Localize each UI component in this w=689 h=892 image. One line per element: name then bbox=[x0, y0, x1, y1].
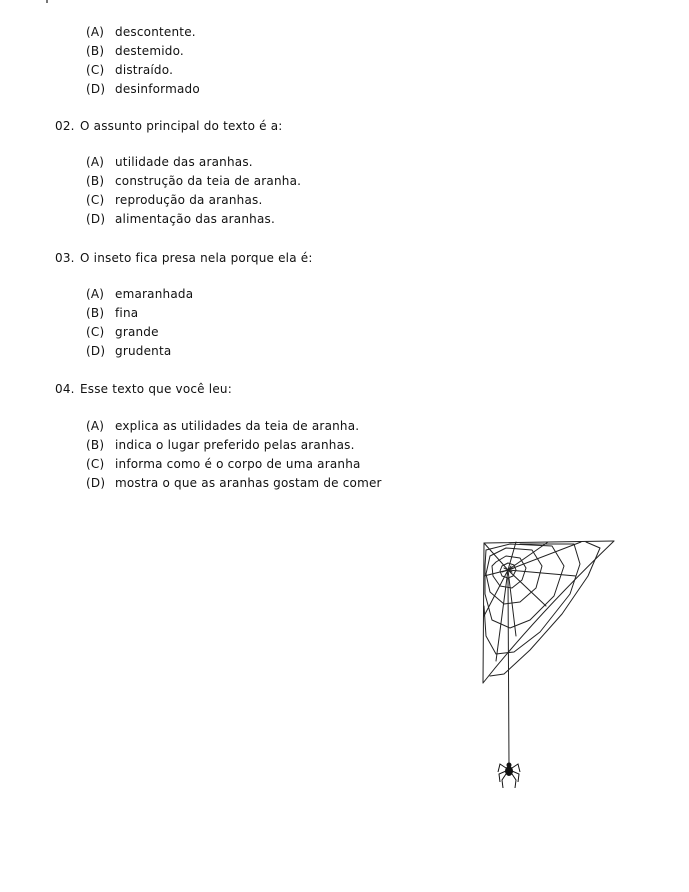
question-03-options bbox=[86, 285, 193, 361]
spider-icon bbox=[498, 763, 520, 789]
option-d: (D) mostra o que as aranhas gostam de comer bbox=[86, 476, 382, 490]
option-a: (A) utilidade das aranhas. bbox=[86, 155, 253, 169]
option-a: (A) explica as utilidades da teia de aranha. bbox=[86, 419, 360, 433]
question-03-prompt: 03. O inseto fica presa nela porque ela é: bbox=[55, 251, 313, 265]
question-01-options bbox=[86, 23, 200, 99]
web-strands bbox=[483, 541, 614, 766]
option-c: (C) reprodução da aranhas. bbox=[86, 193, 263, 207]
option-c: (C) informa como é o corpo de uma aranha bbox=[86, 457, 361, 471]
option-a: (A) descontente. bbox=[86, 25, 196, 39]
scan-mark bbox=[46, 0, 48, 3]
question-02-options bbox=[86, 153, 301, 229]
option-b: (B) indica o lugar preferido pelas aranhas. bbox=[86, 438, 355, 452]
option-d: (D) alimentação das aranhas. bbox=[86, 212, 275, 226]
option-b: (B) fina bbox=[86, 306, 139, 320]
option-a: (A) emaranhada bbox=[86, 287, 194, 301]
question-02-prompt: 02. O assunto principal do texto é a: bbox=[55, 119, 283, 133]
question-04-options bbox=[86, 417, 382, 493]
option-d: (D) desinformado bbox=[86, 82, 200, 96]
option-b: (B) construção da teia de aranha. bbox=[86, 174, 302, 188]
option-c: (C) distraído. bbox=[86, 63, 174, 77]
spider-web-icon bbox=[476, 536, 622, 798]
question-04-prompt: 04. Esse texto que você leu: bbox=[55, 382, 232, 396]
option-b: (B) destemido. bbox=[86, 44, 184, 58]
option-c: (C) grande bbox=[86, 325, 159, 339]
option-d: (D) grudenta bbox=[86, 344, 172, 358]
